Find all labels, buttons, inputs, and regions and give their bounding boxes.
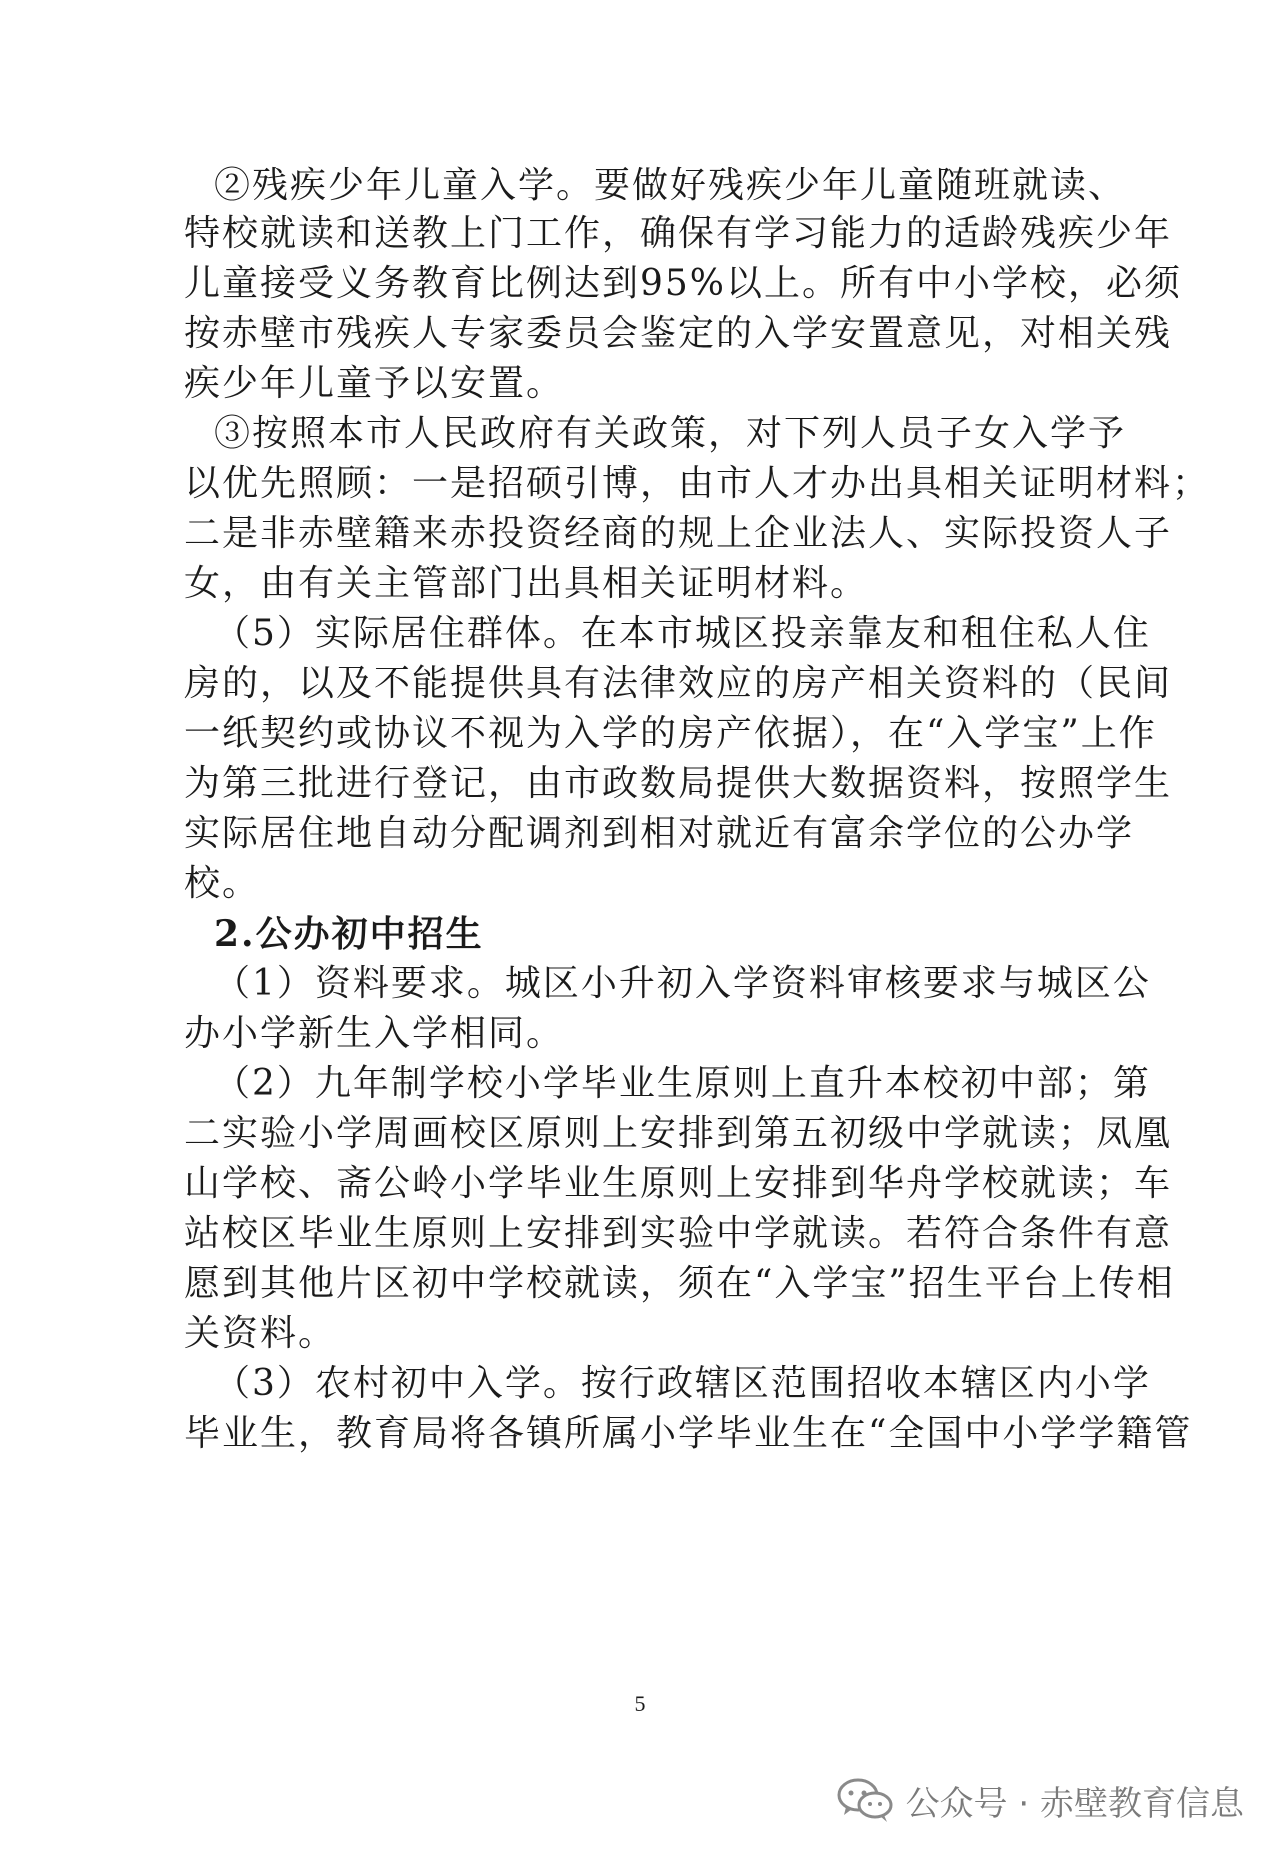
para-nine-year-line-5: 愿到其他片区初中学校就读，须在“入学宝”招生平台上传相	[184, 1263, 1175, 1304]
para-nine-year-line-4: 站校区毕业生原则上安排到实验中学就读。若符合条件有意	[184, 1213, 1173, 1254]
page-number: 5	[634, 1691, 646, 1716]
para-nine-year-line-3: 山学校、斋公岭小学毕业生原则上安排到华舟学校就读；车	[184, 1163, 1173, 1204]
para-disabled-children-line-1: ②残疾少年儿童入学。要做好残疾少年儿童随班就读、	[214, 165, 1127, 206]
wechat-icon	[836, 1775, 894, 1825]
para-residence-line-3: 一纸契约或协议不视为入学的房产依据），在“入学宝”上作	[184, 713, 1157, 754]
para-priority-line-2: 以优先照顾：一是招硕引博，由市人才办出具相关证明材料；	[184, 463, 1211, 504]
watermark	[836, 1772, 1244, 1828]
para-nine-year-line-2: 二实验小学周画校区原则上安排到第五初级中学就读；凤凰	[184, 1113, 1173, 1154]
para-disabled-children-line-3: 儿童接受义务教育比例达到95%以上。所有中小学校，必须	[184, 263, 1183, 304]
watermark-text: 公众号 · 赤壁教育信息	[905, 1783, 1244, 1824]
para-rural-line-2: 毕业生，教育局将各镇所属小学毕业生在“全国中小学学籍管	[184, 1413, 1193, 1454]
para-priority-line-3: 二是非赤壁籍来赤投资经商的规上企业法人、实际投资人子	[184, 513, 1173, 554]
para-nine-year-line-1: （2）九年制学校小学毕业生原则上直升本校初中部；第	[214, 1063, 1151, 1104]
para-requirements-line-1: （1）资料要求。城区小升初入学资料审核要求与城区公	[214, 963, 1151, 1004]
para-disabled-children-line-2: 特校就读和送教上门工作，确保有学习能力的适龄残疾少年	[184, 213, 1173, 254]
para-priority-line-1: ③按照本市人民政府有关政策，对下列人员子女入学予	[214, 413, 1127, 454]
para-rural-line-1: （3）农村初中入学。按行政辖区范围招收本辖区内小学	[214, 1363, 1151, 1404]
para-disabled-children-line-5: 疾少年儿童予以安置。	[184, 363, 565, 404]
section-heading-junior-high: 2.公办初中招生	[214, 913, 484, 955]
para-requirements-line-2: 办小学新生入学相同。	[184, 1013, 565, 1054]
para-nine-year-line-6: 关资料。	[184, 1313, 337, 1354]
para-residence-line-6: 校。	[184, 863, 261, 904]
para-residence-line-2: 房的，以及不能提供具有法律效应的房产相关资料的（民间	[184, 663, 1173, 704]
para-priority-line-4: 女，由有关主管部门出具相关证明材料。	[184, 563, 869, 604]
para-residence-line-5: 实际居住地自动分配调剂到相对就近有富余学位的公办学	[184, 813, 1135, 854]
para-residence-line-4: 为第三批进行登记，由市政数局提供大数据资料，按照学生	[184, 763, 1173, 804]
para-residence-line-1: （5）实际居住群体。在本市城区投亲靠友和租住私人住	[214, 613, 1151, 654]
para-disabled-children-line-4: 按赤壁市残疾人专家委员会鉴定的入学安置意见，对相关残	[184, 313, 1173, 354]
